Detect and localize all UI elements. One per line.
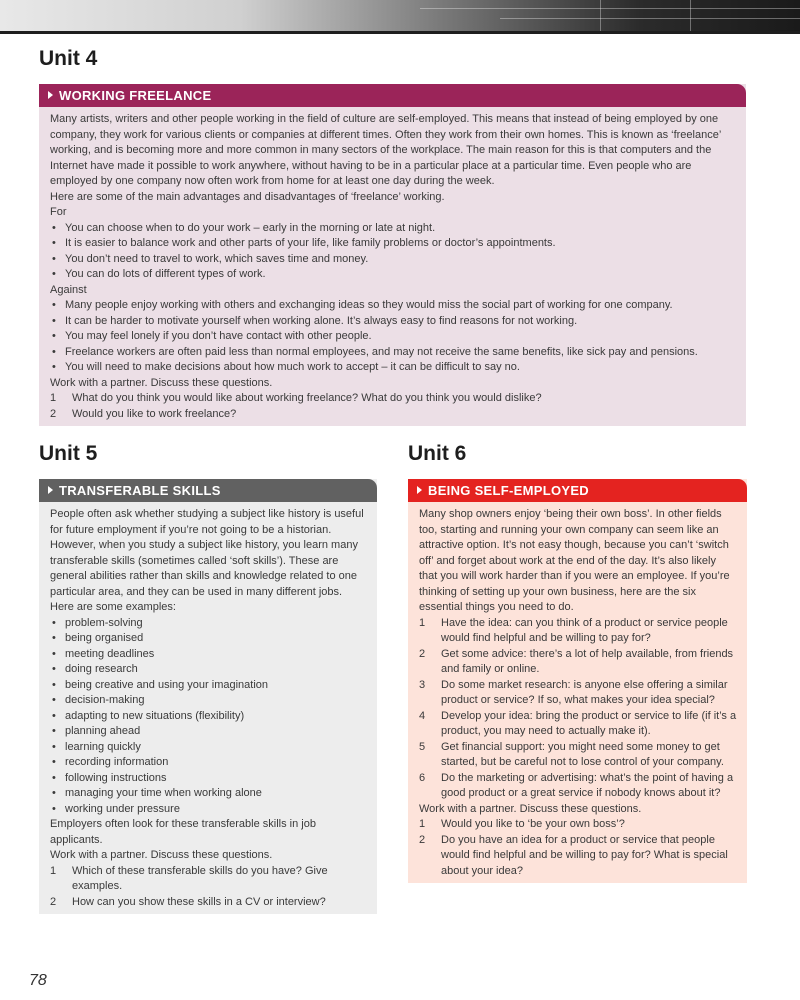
- step-number: 2: [419, 647, 426, 660]
- unit-4-header-label: WORKING FREELANCE: [59, 88, 212, 103]
- unit-4-questions: [50, 391, 736, 422]
- question-item: [50, 895, 367, 911]
- list-item: • recording information: [50, 755, 367, 771]
- unit-6-intro: Many shop owners enjoy ‘being their own boss’. In other fields too, starting and running your own company can seem like an attractive option. It’s not easy though, because you can’t ‘switch off’ and forget about work at the end of the day. It’s also likely that you will work harder than if you were an employee. If you’re thinking of setting up your own business, here are the six essential things you need to do.: [419, 508, 730, 613]
- unit-4-for-label: For: [50, 206, 67, 218]
- unit-6-discuss: Work with a partner. Discuss these questions.: [419, 802, 642, 815]
- unit-4-against-label: Against: [50, 283, 87, 296]
- unit-4-header: [39, 84, 746, 107]
- step-item: [419, 709, 737, 740]
- unit-4-intro: Many artists, writers and other people working in the field of culture are self-employed. This means that instead of being employed by one company, they work for various clients or companies at different times. Often they work from their own homes. This is known as ‘freelance’ working, and is becoming more and more common in many sectors of the workplace. The main reason for this is that computers and the Internet have made it possible to work anywhere, without having to be in a particular place at a particular time. Even people who are employed by one company now often work from home for at least one day during the week.: [50, 113, 721, 187]
- list-item: • You can choose when to do your work – early in the morning or late at night.: [50, 221, 736, 237]
- list-item: • adapting to new situations (flexibility): [50, 709, 367, 725]
- list-item: • working under pressure: [50, 802, 367, 818]
- unit-5-box: [39, 479, 377, 914]
- list-item: • being creative and using your imagination: [50, 678, 367, 694]
- list-item: • problem-solving: [50, 616, 367, 632]
- step-number: 3: [419, 678, 426, 691]
- question-number: 1: [419, 818, 426, 830]
- unit-6-title: Unit 6: [408, 442, 467, 465]
- question-number: 2: [50, 895, 57, 908]
- list-item: • Many people enjoy working with others and exchanging ideas so they would miss the social part of working for one company.: [50, 298, 736, 314]
- page-number: 78: [29, 972, 47, 989]
- question-text: Would you like to ‘be your own boss’?: [441, 818, 625, 830]
- step-item: [419, 678, 737, 709]
- unit-5-discuss: Work with a partner. Discuss these questions.: [50, 849, 273, 861]
- question-item: [50, 407, 736, 423]
- unit-5-questions: [50, 864, 367, 911]
- list-item: • It can be harder to motivate yourself when working alone. It’s always easy to find reasons for not working.: [50, 314, 736, 330]
- list-item: • It is easier to balance work and other parts of your life, like family problems or doctor’s appointments.: [50, 236, 736, 252]
- list-item: • managing your time when working alone: [50, 786, 367, 802]
- unit-5-header-label: TRANSFERABLE SKILLS: [59, 483, 221, 498]
- question-item: [419, 817, 737, 833]
- step-item: [419, 647, 737, 678]
- unit-4-discuss: Work with a partner. Discuss these questions.: [50, 376, 273, 389]
- question-item: [50, 391, 736, 407]
- unit-6-box: [408, 479, 747, 883]
- list-item: • meeting deadlines: [50, 647, 367, 663]
- step-number: 4: [419, 709, 426, 722]
- question-text: What do you think you would like about working freelance? What do you think you would dislike?: [72, 392, 542, 404]
- step-text: Have the idea: can you think of a product or service people would find helpful and be willing to pay for?: [441, 616, 728, 644]
- step-number: 5: [419, 740, 426, 753]
- question-text: Do you have an idea for a product or service that people would find helpful and be willing to pay for? What is special about your idea?: [441, 833, 728, 877]
- question-number: 1: [50, 864, 57, 877]
- unit-5-skills-list: [50, 616, 367, 818]
- step-item: [419, 616, 737, 647]
- unit-5-after: Employers often look for these transferable skills in job applicants.: [50, 818, 316, 846]
- list-item: • You don’t need to travel to work, which saves time and money.: [50, 252, 736, 268]
- question-text: Which of these transferable skills do you have? Give examples.: [72, 864, 328, 892]
- unit-6-steps: [419, 616, 737, 802]
- list-item: • learning quickly: [50, 740, 367, 756]
- list-item: • being organised: [50, 631, 367, 647]
- unit-6-header: [408, 479, 747, 502]
- play-arrow-icon: [417, 486, 422, 494]
- step-number: 6: [419, 771, 426, 784]
- list-item: • You can do lots of different types of work.: [50, 267, 736, 283]
- step-text: Get some advice: there’s a lot of help available, from friends and family or online.: [441, 647, 734, 675]
- top-decorative-banner: [0, 0, 800, 34]
- unit-5-title: Unit 5: [39, 442, 98, 465]
- unit-6-questions: [419, 817, 737, 879]
- step-item: [419, 740, 737, 771]
- unit-4-lead: Here are some of the main advantages and disadvantages of ‘freelance’ working.: [50, 190, 445, 203]
- play-arrow-icon: [48, 486, 53, 494]
- list-item: • planning ahead: [50, 724, 367, 740]
- step-number: 1: [419, 616, 426, 629]
- question-number: 1: [50, 392, 57, 404]
- unit-5-header: [39, 479, 377, 502]
- question-number: 2: [419, 833, 426, 846]
- play-arrow-icon: [48, 91, 53, 99]
- unit-5-intro: People often ask whether studying a subject like history is useful for future employment if you’re not going to be a historian. However, when you study a subject like history, you learn many transferable skills (sometimes called ‘soft skills’). These are general abilities rather than skills and knowledge related to one particular area, and they can be used in many different jobs. Here are some examples:: [50, 508, 364, 613]
- question-text: How can you show these skills in a CV or interview?: [72, 895, 326, 908]
- list-item: • You may feel lonely if you don’t have contact with other people.: [50, 329, 736, 345]
- step-text: Do the marketing or advertising: what’s the point of having a good product or a great service if nobody knows about it?: [441, 771, 734, 799]
- step-text: Get financial support: you might need some money to get started, but be careful not to lose control of your company.: [441, 740, 724, 768]
- step-text: Do some market research: is anyone else offering a similar product or service? If so, what makes your idea special?: [441, 678, 728, 706]
- question-item: [419, 833, 737, 880]
- question-item: [50, 864, 367, 895]
- question-text: Would you like to work freelance?: [72, 407, 237, 420]
- question-number: 2: [50, 407, 57, 420]
- unit-4-for-list: [50, 221, 736, 283]
- step-item: [419, 771, 737, 802]
- list-item: • decision-making: [50, 693, 367, 709]
- list-item: • Freelance workers are often paid less than normal employees, and may not receive the same benefits, like sick pay and pensions.: [50, 345, 736, 361]
- list-item: • You will need to make decisions about how much work to accept – it can be difficult to say no.: [50, 360, 736, 376]
- list-item: • following instructions: [50, 771, 367, 787]
- unit-4-box: [39, 84, 746, 426]
- unit-6-header-label: BEING SELF-EMPLOYED: [428, 483, 589, 498]
- list-item: • doing research: [50, 662, 367, 678]
- unit-4-against-list: [50, 298, 736, 376]
- unit-4-title: Unit 4: [39, 47, 98, 70]
- step-text: Develop your idea: bring the product or service to life (if it’s a product, you may need to actually make it).: [441, 709, 737, 737]
